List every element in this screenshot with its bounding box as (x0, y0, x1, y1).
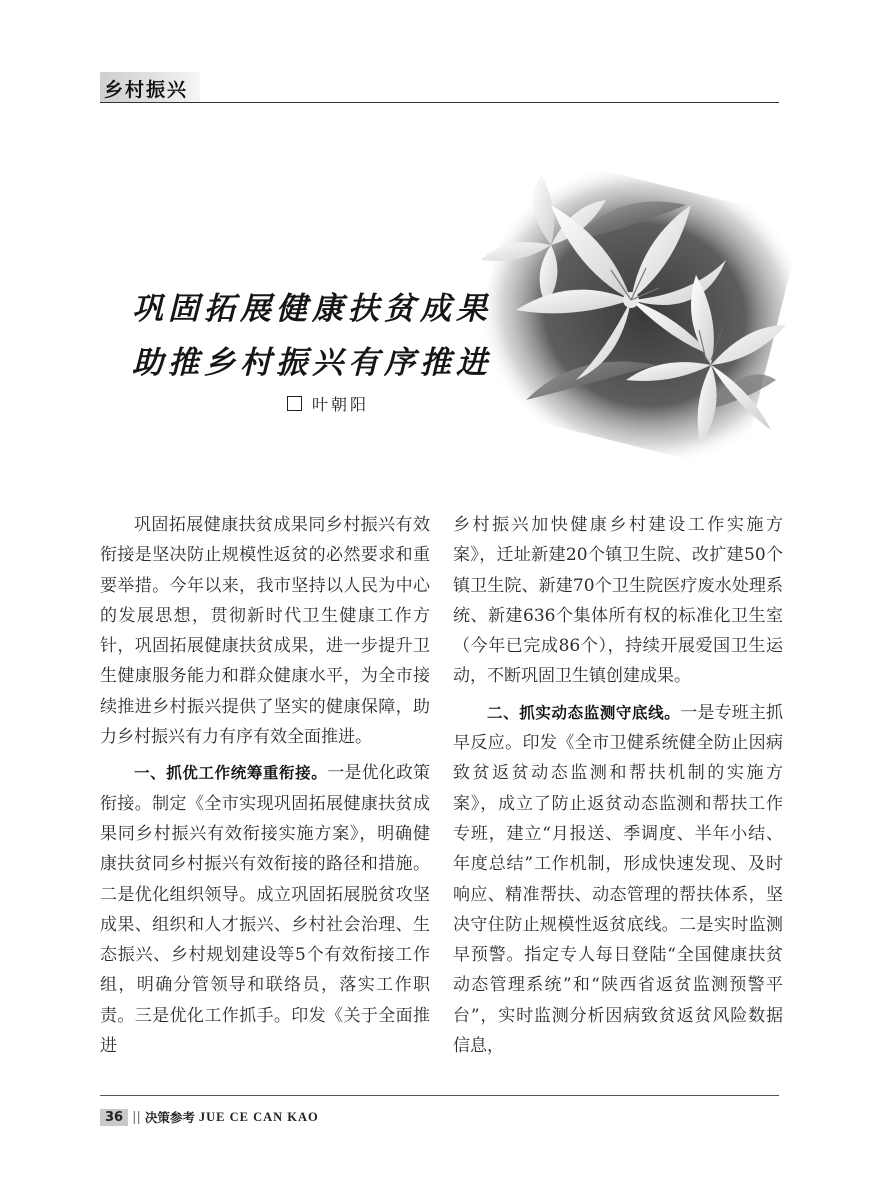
footer-separator: || (132, 1109, 141, 1125)
section-heading: 二、抓实动态监测守底线。 (487, 703, 681, 722)
paragraph (453, 698, 783, 1062)
title-line-2: 助推乡村振兴有序推进 (132, 345, 492, 381)
paragraph-text: 一是专班主抓早反应。印发《全市卫健系统健全防止因病致贫返贫动态监测和帮扶机制的实施方案》，成立了防止返贫动态监测和帮扶工作专班，建立“月报送、季调度、半年小结、年度总结”工作机制，形成快速发现、及时响应、精准帮扶、动态管理的帮扶体系，坚决守住防止规模性返贫底线。二是实时监测早预警。指定专人每日登陆“全国健康扶贫动态管理系统”和“陕西省返贫监测预警平台”，实时监测分析因病致贫返贫风险数据信息， (453, 702, 783, 1057)
author-name: 叶朝阳 (312, 395, 370, 414)
footer (100, 1108, 319, 1126)
section-heading: 一、抓优工作统筹重衔接。 (134, 764, 328, 783)
paragraph: 乡村振兴加快健康乡村建设工作实施方案》，迁址新建20个镇卫生院、改扩建50个镇卫生院、新建70个卫生院医疗废水处理系统、新建636个集体所有权的标准化卫生室（今年已完成86个），持续开展爱国卫生运动，不断巩固卫生镇创建成果。 (453, 515, 783, 687)
section-label: 乡村振兴 (104, 79, 189, 101)
body-column-right (453, 510, 783, 1061)
paragraph-text: 一是优化政策衔接。制定《全市实现巩固拓展健康扶贫成果同乡村振兴有效衔接实施方案》，明确健康扶贫同乡村振兴有效衔接的路径和措施。二是优化组织领导。成立巩固拓展脱贫攻坚成果、组织和人才振兴、乡村社会治理、生态振兴、乡村规划建设等5个有效衔接工作组，明确分管领导和联络员，落实工作职责。三是优化工作抓手。印发《关于全面推进 (100, 763, 430, 1057)
body-column-left (100, 510, 430, 1061)
header-rule (100, 102, 779, 103)
title-line-1: 巩固拓展健康扶贫成果 (132, 291, 492, 327)
footer-rule (100, 1095, 779, 1096)
byline (287, 392, 369, 415)
paragraph: 巩固拓展健康扶贫成果同乡村振兴有效衔接是坚决防止规模性返贫的必然要求和重要举措。今年以来，我市坚持以人民为中心的发展思想，贯彻新时代卫生健康工作方针，巩固拓展健康扶贫成果，进一步提升卫生健康服务能力和群众健康水平，为全市接续推进乡村振兴提供了坚实的健康保障，助力乡村振兴有力有序有效全面推进。 (100, 515, 430, 748)
square-box-icon (287, 396, 302, 411)
journal-name-en: JUE CE CAN KAO (198, 1109, 319, 1124)
paragraph (100, 758, 430, 1061)
section-tag (100, 72, 200, 102)
page-number: 36 (100, 1109, 128, 1126)
article-title (132, 282, 492, 390)
lily-flower-image (456, 150, 796, 470)
journal-name: 决策参考 (144, 1110, 195, 1125)
